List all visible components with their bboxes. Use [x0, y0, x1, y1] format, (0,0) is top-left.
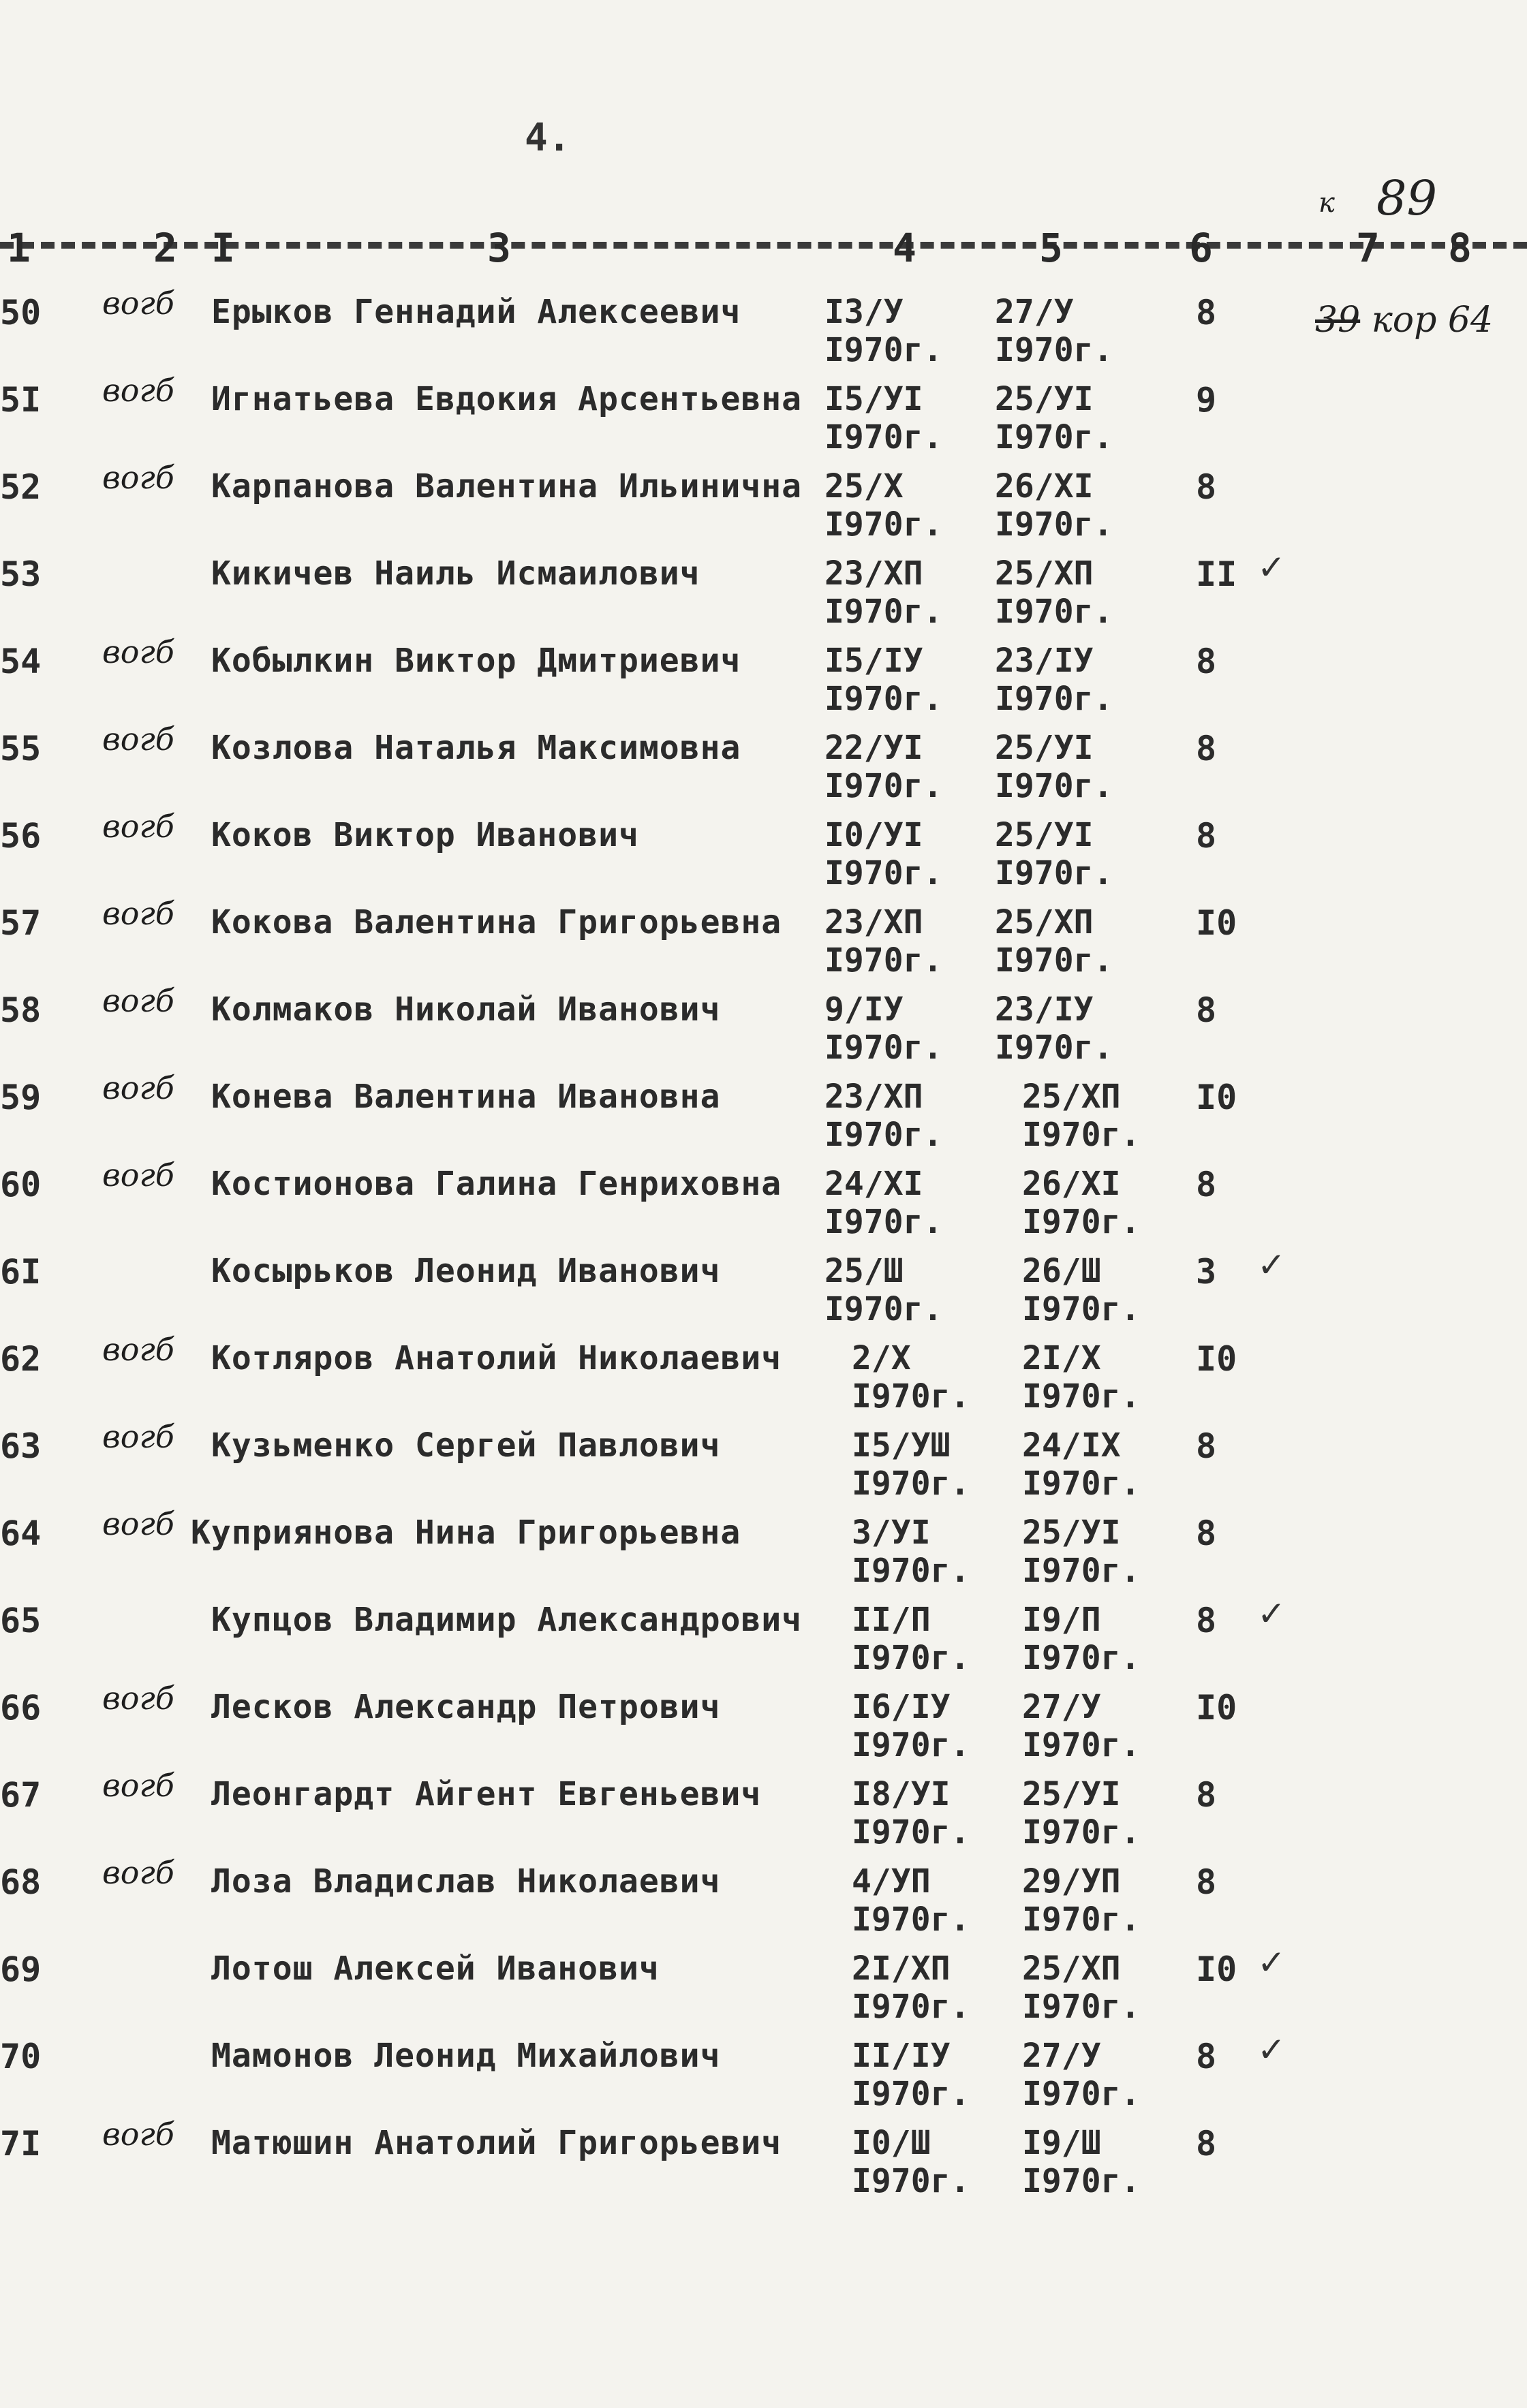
start-date-day: I3/У [824, 293, 904, 331]
start-date-year: I970г. [852, 1988, 970, 2026]
handwritten-mark: вогб [102, 634, 174, 670]
grade-value: 8 [1196, 1601, 1217, 1640]
start-date-year: I970г. [824, 331, 943, 369]
end-date-day: 27/У [995, 293, 1074, 331]
handwritten-mark: вогб [102, 721, 174, 757]
grade-value: 8 [1196, 1426, 1217, 1466]
person-name: Леонгардт Айгент Евгеньевич [211, 1775, 762, 1813]
handwritten-mark: вогб [102, 808, 174, 845]
grade-value: 8 [1196, 1862, 1217, 1902]
column-header-3-marker: I [211, 225, 236, 271]
end-date [1022, 1252, 1140, 1328]
grade-value: 9 [1196, 380, 1217, 420]
start-date [852, 1950, 970, 2026]
end-date-year: I970г. [1022, 2075, 1141, 2113]
end-date [995, 729, 1113, 805]
handwritten-mark: вогб [102, 1418, 174, 1455]
check-mark: ✓ [1257, 548, 1286, 587]
start-date [824, 1078, 942, 1154]
start-date [852, 1339, 970, 1416]
start-date-year: I970г. [852, 1901, 970, 1939]
table-row [0, 895, 1527, 992]
row-number: 62 [0, 1339, 42, 1379]
grade-value: 8 [1196, 293, 1217, 332]
start-date-day: 22/УI [824, 729, 923, 767]
start-date [824, 642, 942, 718]
end-date-year: I970г. [995, 418, 1113, 456]
row-number: 70 [0, 2037, 42, 2076]
kor-text: кор 64 [1371, 300, 1494, 341]
end-date [1022, 1688, 1140, 1764]
start-date [824, 1165, 942, 1241]
end-date [995, 293, 1113, 369]
start-date-year: I970г. [824, 767, 943, 805]
end-date-year: I970г. [1022, 1116, 1141, 1154]
start-date-year: I970г. [824, 1116, 943, 1154]
end-date-year: I970г. [1022, 1377, 1141, 1416]
end-date-year: I970г. [995, 854, 1113, 892]
start-date-year: I970г. [852, 2075, 970, 2113]
table-row [0, 1854, 1527, 1951]
start-date [852, 1775, 970, 1851]
start-date-day: 23/ХП [824, 903, 923, 941]
table-row [0, 1594, 1527, 1689]
handwritten-mark: вогб [102, 1069, 174, 1106]
end-date-year: I970г. [995, 680, 1113, 718]
start-date [852, 1688, 970, 1764]
handwritten-mark: вогб [102, 1331, 174, 1368]
grade-value: I0 [1196, 1339, 1237, 1379]
table-row [0, 1418, 1527, 1515]
table-row [0, 548, 1527, 643]
end-date-year: I970г. [1022, 1988, 1141, 2026]
end-date-day: 25/УI [995, 816, 1094, 854]
start-date [852, 1862, 970, 1939]
check-mark: ✓ [1257, 1943, 1286, 1982]
end-date-year: I970г. [1022, 1813, 1141, 1851]
person-name: Лесков Александр Петрович [211, 1688, 721, 1726]
table-row [0, 1943, 1527, 2038]
end-date-year: I970г. [995, 941, 1113, 980]
check-mark: ✓ [1257, 2030, 1286, 2069]
end-date [1022, 1862, 1140, 1939]
row-number: 50 [0, 293, 42, 332]
start-date [824, 554, 942, 631]
start-date [824, 990, 942, 1067]
start-date-year: I970г. [852, 1813, 970, 1851]
grade-value: 8 [1196, 642, 1217, 681]
table-row [0, 1331, 1527, 1428]
start-date [824, 293, 942, 369]
end-date-day: 2I/Х [1022, 1339, 1101, 1377]
row-number: 66 [0, 1688, 42, 1727]
start-date-day: I0/Ш [852, 2124, 931, 2162]
start-date-year: I970г. [852, 1465, 970, 1503]
row-number: 58 [0, 990, 42, 1030]
start-date-day: 24/ХI [824, 1165, 923, 1203]
start-date [824, 1252, 942, 1328]
check-mark: ✓ [1257, 1245, 1286, 1285]
start-date-year: I970г. [824, 854, 943, 892]
start-date-day: 3/УI [852, 1514, 931, 1552]
table-row [0, 1680, 1527, 1777]
end-date-day: 25/ХП [1022, 1950, 1121, 1988]
end-date-year: I970г. [1022, 1290, 1141, 1328]
end-date-day: 24/IХ [1022, 1426, 1121, 1465]
person-name: Костионова Галина Генриховна [211, 1165, 782, 1203]
person-name: Лоза Владислав Николаевич [211, 1862, 721, 1901]
person-name: Куприянова Нина Григорьевна [191, 1514, 741, 1552]
person-name: Кокова Валентина Григорьевна [211, 903, 782, 941]
row-number: 69 [0, 1950, 42, 1989]
end-date-day: 25/УI [1022, 1514, 1121, 1552]
start-date-year: I970г. [852, 1552, 970, 1590]
end-date-year: I970г. [1022, 1465, 1141, 1503]
start-date-year: I970г. [824, 680, 943, 718]
person-name: Кикичев Наиль Исмаилович [211, 554, 700, 593]
person-name: Кобылкин Виктор Дмитриевич [211, 642, 741, 680]
start-date-day: I6/IУ [852, 1688, 951, 1726]
grade-value: 8 [1196, 467, 1217, 507]
handwritten-mark: вогб [102, 1767, 174, 1804]
end-date-day: 26/ХI [995, 467, 1094, 505]
row-number: 56 [0, 816, 42, 856]
start-date-day: I5/УI [824, 380, 923, 418]
row-number: 64 [0, 1514, 42, 1553]
end-date-day: 26/ХI [1022, 1165, 1121, 1203]
table-row [0, 808, 1527, 905]
row-number: 65 [0, 1601, 42, 1640]
start-date-day: 2/Х [852, 1339, 911, 1377]
handwritten-mark: вогб [102, 2116, 174, 2153]
start-date [852, 2037, 970, 2113]
grade-value: 8 [1196, 729, 1217, 768]
person-name: Игнатьева Евдокия Арсентьевна [211, 380, 803, 418]
end-date-day: 26/Ш [1022, 1252, 1101, 1290]
start-date-year: I970г. [852, 1639, 970, 1677]
end-date-year: I970г. [1022, 2162, 1141, 2200]
start-date-day: I0/УI [824, 816, 923, 854]
person-name: Кузьменко Сергей Павлович [211, 1426, 721, 1465]
start-date-year: I970г. [852, 2162, 970, 2200]
start-date-year: I970г. [824, 1029, 943, 1067]
end-date-year: I970г. [995, 767, 1113, 805]
check-mark: ✓ [1257, 1594, 1286, 1633]
column-header-5: 5 [1039, 225, 1064, 271]
handwritten-mark: вогб [102, 895, 174, 932]
start-date [824, 467, 942, 544]
table-row [0, 1767, 1527, 1864]
person-name: Карпанова Валентина Ильинична [211, 467, 803, 505]
end-date-day: I9/П [1022, 1601, 1101, 1639]
person-name: Котляров Анатолий Николаевич [211, 1339, 782, 1377]
end-date-day: 25/ХП [995, 903, 1094, 941]
handwritten-mark: вогб [102, 459, 174, 496]
start-date [852, 1426, 970, 1503]
table-row [0, 285, 1527, 381]
table-row [0, 982, 1527, 1079]
table-row [0, 721, 1527, 817]
handwritten-mark: вогб [102, 1157, 174, 1193]
row-number: 55 [0, 729, 42, 768]
row-number: 67 [0, 1775, 42, 1815]
handwritten-note-k: к [1318, 187, 1335, 219]
end-date-day: 25/УI [1022, 1775, 1121, 1813]
end-date-day: 27/У [1022, 1688, 1101, 1726]
end-date-year: I970г. [995, 505, 1113, 544]
person-name: Лотош Алексей Иванович [211, 1950, 660, 1988]
person-name: Косырьков Леонид Иванович [211, 1252, 721, 1290]
column-header-3: 3 [487, 225, 512, 271]
end-date-year: I970г. [995, 593, 1113, 631]
start-date [824, 729, 942, 805]
person-name: Колмаков Николай Иванович [211, 990, 721, 1029]
row-number: 5I [0, 380, 42, 420]
table-row [0, 1245, 1527, 1341]
end-date-year: I970г. [995, 331, 1113, 369]
table-row [0, 459, 1527, 556]
end-date-day: 27/У [1022, 2037, 1101, 2075]
person-name: Козлова Наталья Максимовна [211, 729, 741, 767]
start-date [824, 903, 942, 980]
row-number: 57 [0, 903, 42, 943]
start-date-day: II/IУ [852, 2037, 951, 2075]
grade-value: 8 [1196, 2124, 1217, 2163]
column-header-row [0, 225, 1527, 279]
start-date-year: I970г. [824, 418, 943, 456]
grade-value: II [1196, 554, 1237, 594]
grade-value: 8 [1196, 816, 1217, 856]
grade-value: I0 [1196, 1950, 1237, 1989]
table-row [0, 2030, 1527, 2125]
start-date-day: I5/УШ [852, 1426, 951, 1465]
person-name: Матюшин Анатолий Григорьевич [211, 2124, 782, 2162]
start-date-day: 23/ХП [824, 554, 923, 593]
struck-number: 39 [1315, 300, 1361, 341]
start-date-day: 25/Х [824, 467, 904, 505]
handwritten-mark: вогб [102, 1854, 174, 1891]
end-date [1022, 1165, 1140, 1241]
start-date [824, 816, 942, 892]
end-date [995, 816, 1113, 892]
start-date [824, 380, 942, 456]
start-date-year: I970г. [824, 1203, 943, 1241]
column-header-8: 8 [1448, 225, 1473, 271]
start-date-year: I970г. [852, 1726, 970, 1764]
end-date-year: I970г. [1022, 1552, 1141, 1590]
end-date [1022, 1775, 1140, 1851]
person-name: Купцов Владимир Александрович [211, 1601, 803, 1639]
end-date-day: 25/УI [995, 380, 1094, 418]
start-date [852, 1514, 970, 1590]
end-date-year: I970г. [1022, 1203, 1141, 1241]
start-date-day: II/П [852, 1601, 931, 1639]
person-name: Ерыков Геннадий Алексеевич [211, 293, 741, 331]
row-number: 68 [0, 1862, 42, 1902]
end-date-day: I9/Ш [1022, 2124, 1101, 2162]
end-date [1022, 2037, 1140, 2113]
grade-value: I0 [1196, 1688, 1237, 1727]
handwritten-mark: вогб [102, 1680, 174, 1717]
handwritten-mark: вогб [102, 285, 174, 322]
column-header-2: 2 [153, 225, 179, 271]
end-date [1022, 1601, 1140, 1677]
grade-value: I0 [1196, 903, 1237, 943]
grade-value: 3 [1196, 1252, 1217, 1292]
end-date [1022, 1426, 1140, 1503]
handwritten-mark: вогб [102, 1505, 174, 1542]
person-name: Конева Валентина Ивановна [211, 1078, 721, 1116]
grade-value: 8 [1196, 1165, 1217, 1204]
end-date-year: I970г. [995, 1029, 1113, 1067]
end-date-day: 25/ХП [995, 554, 1094, 593]
column-header-4: 4 [893, 225, 918, 271]
end-date-day: 25/УI [995, 729, 1094, 767]
row-number: 59 [0, 1078, 42, 1117]
start-date-year: I970г. [824, 941, 943, 980]
start-date-day: 23/ХП [824, 1078, 923, 1116]
page-number: 4. [525, 116, 571, 160]
row-number: 54 [0, 642, 42, 681]
start-date-day: 2I/ХП [852, 1950, 951, 1988]
table-row [0, 2116, 1527, 2212]
start-date-day: 9/IУ [824, 990, 904, 1029]
grade-value: 8 [1196, 1514, 1217, 1553]
end-date [1022, 1950, 1140, 2026]
column-header-1: 1 [7, 225, 32, 271]
end-date-year: I970г. [1022, 1726, 1141, 1764]
end-date-day: 29/УП [1022, 1862, 1121, 1901]
end-date [1022, 2124, 1140, 2200]
start-date-day: 25/Ш [824, 1252, 904, 1290]
row-number: 7I [0, 2124, 42, 2163]
end-date-year: I970г. [1022, 1639, 1141, 1677]
end-date-day: 25/ХП [1022, 1078, 1121, 1116]
start-date-year: I970г. [824, 1290, 943, 1328]
handwritten-mark: вогб [102, 372, 174, 409]
end-date [995, 903, 1113, 980]
row-number: 52 [0, 467, 42, 507]
end-date [1022, 1078, 1140, 1154]
start-date-day: I8/УI [852, 1775, 951, 1813]
end-date [995, 554, 1113, 631]
end-date [995, 467, 1113, 544]
end-date [995, 642, 1113, 718]
end-date [995, 380, 1113, 456]
row-number: 60 [0, 1165, 42, 1204]
handwritten-note-number: 89 [1376, 170, 1438, 226]
row-number: 53 [0, 554, 42, 594]
handwritten-mark: вогб [102, 982, 174, 1019]
start-date-day: I5/IУ [824, 642, 923, 680]
grade-value: 8 [1196, 2037, 1217, 2076]
end-date [995, 990, 1113, 1067]
end-date-day: 23/IУ [995, 990, 1094, 1029]
start-date-day: 4/УП [852, 1862, 931, 1901]
end-date [1022, 1339, 1140, 1416]
end-date-day: 23/IУ [995, 642, 1094, 680]
table-row [0, 372, 1527, 469]
start-date [852, 2124, 970, 2200]
grade-value: I0 [1196, 1078, 1237, 1117]
grade-value: 8 [1196, 990, 1217, 1030]
table-row [0, 1505, 1527, 1602]
start-date-year: I970г. [824, 505, 943, 544]
table-row [0, 1157, 1527, 1253]
person-name: Коков Виктор Иванович [211, 816, 639, 854]
column-header-7: 7 [1356, 225, 1381, 271]
table-row [0, 1069, 1527, 1166]
end-date [1022, 1514, 1140, 1590]
start-date-year: I970г. [824, 593, 943, 631]
column-header-6: 6 [1189, 225, 1214, 271]
row-number: 6I [0, 1252, 42, 1292]
row-number: 63 [0, 1426, 42, 1466]
end-date-year: I970г. [1022, 1901, 1141, 1939]
table-row [0, 634, 1527, 730]
grade-value: 8 [1196, 1775, 1217, 1815]
person-name: Мамонов Леонид Михайлович [211, 2037, 721, 2075]
start-date [852, 1601, 970, 1677]
start-date-year: I970г. [852, 1377, 970, 1416]
